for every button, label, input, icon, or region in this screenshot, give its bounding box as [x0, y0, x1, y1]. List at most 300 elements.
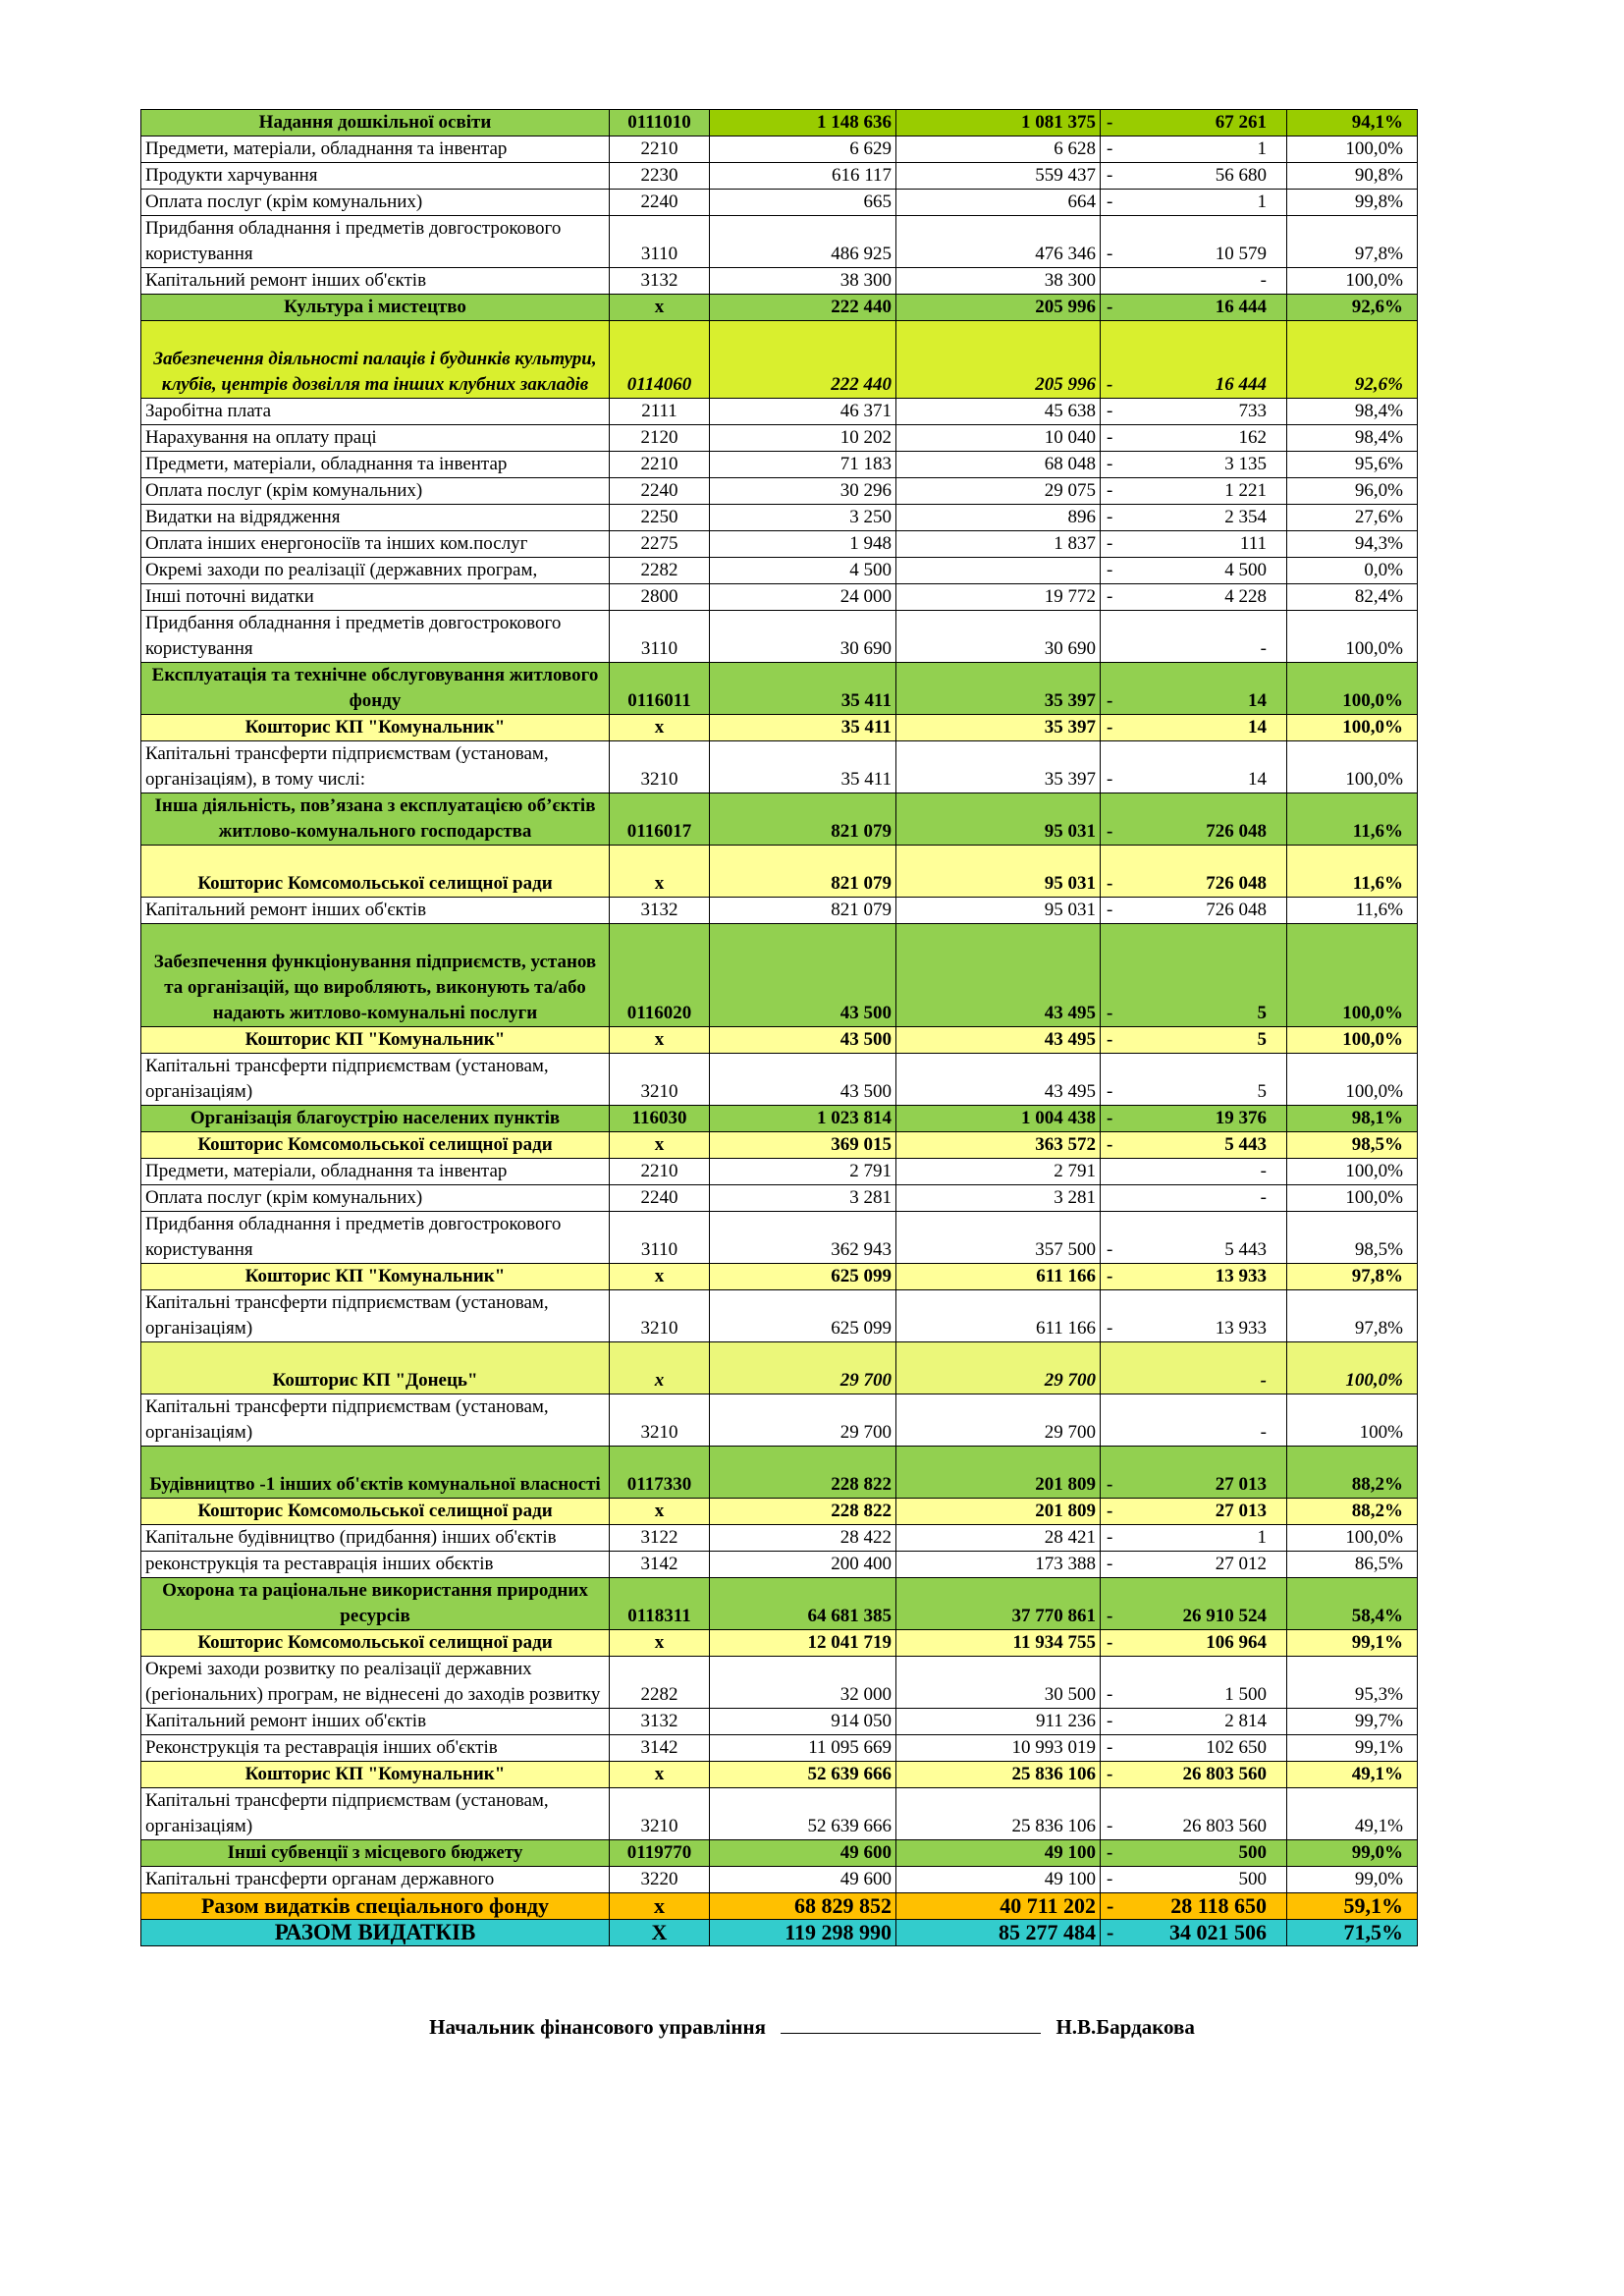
- difference-sign: -: [1107, 138, 1113, 159]
- row-actual: 38 300: [896, 268, 1101, 295]
- row-difference: [1101, 846, 1287, 898]
- row-plan: 35 411: [710, 715, 896, 741]
- row-difference: [1101, 1342, 1287, 1394]
- row-label: Культура і мистецтво: [141, 295, 610, 321]
- row-actual: 35 397: [896, 663, 1101, 715]
- row-difference: [1101, 611, 1287, 663]
- row-code: 3110: [610, 216, 710, 268]
- row-actual: 559 437: [896, 163, 1101, 190]
- row-percent: 100,0%: [1287, 715, 1418, 741]
- difference-sign: -: [1107, 1893, 1114, 1918]
- row-plan: 35 411: [710, 741, 896, 793]
- table-row: [141, 1552, 1418, 1578]
- row-percent: 11,6%: [1287, 793, 1418, 846]
- row-percent: 100,0%: [1287, 1027, 1418, 1054]
- row-actual: 45 638: [896, 399, 1101, 425]
- difference-value: -: [1260, 1187, 1267, 1208]
- table-row: [141, 1525, 1418, 1552]
- difference-sign: -: [1107, 454, 1113, 474]
- row-plan: 12 041 719: [710, 1630, 896, 1657]
- difference-sign: -: [1107, 690, 1113, 711]
- table-summary-row: [141, 1264, 1418, 1290]
- row-percent: 99,0%: [1287, 1867, 1418, 1893]
- row-plan: 222 440: [710, 321, 896, 399]
- difference-value: 27 013: [1215, 1474, 1267, 1495]
- row-label: Капітальні трансферти підприємствам (установам, організаціям): [141, 1054, 610, 1106]
- row-label: Реконструкція та реставрація інших об'єктів: [141, 1735, 610, 1762]
- table-summary-row: [141, 1630, 1418, 1657]
- table-row: [141, 163, 1418, 190]
- table-summary-row: [141, 1027, 1418, 1054]
- row-code: 116030: [610, 1106, 710, 1132]
- difference-value: 5 443: [1224, 1239, 1267, 1260]
- difference-sign: -: [1107, 1606, 1113, 1626]
- row-percent: 58,4%: [1287, 1578, 1418, 1630]
- difference-value: 1: [1257, 1527, 1267, 1548]
- row-actual: 43 495: [896, 1027, 1101, 1054]
- row-code: 2240: [610, 190, 710, 216]
- row-plan: 49 600: [710, 1840, 896, 1867]
- table-summary-row: [141, 846, 1418, 898]
- difference-value: 106 964: [1206, 1632, 1267, 1653]
- difference-value: 111: [1239, 533, 1267, 554]
- row-code: 0118311: [610, 1578, 710, 1630]
- row-label: Видатки на відрядження: [141, 505, 610, 531]
- row-code: 2800: [610, 584, 710, 611]
- row-code: х: [610, 1264, 710, 1290]
- row-difference: [1101, 268, 1287, 295]
- row-code: 2230: [610, 163, 710, 190]
- row-difference: [1101, 1159, 1287, 1185]
- difference-value: 16 444: [1215, 374, 1267, 395]
- row-actual: 201 809: [896, 1447, 1101, 1499]
- row-actual: 19 772: [896, 584, 1101, 611]
- row-plan: 35 411: [710, 663, 896, 715]
- table-summary-row: [141, 1578, 1418, 1630]
- table-row: [141, 898, 1418, 924]
- row-difference: [1101, 531, 1287, 558]
- row-plan: 46 371: [710, 399, 896, 425]
- row-plan: 821 079: [710, 898, 896, 924]
- row-code: 3132: [610, 898, 710, 924]
- row-percent: 99,7%: [1287, 1709, 1418, 1735]
- row-percent: 88,2%: [1287, 1447, 1418, 1499]
- row-label: Капітальний ремонт інших об'єктів: [141, 268, 610, 295]
- difference-sign: -: [1107, 1029, 1113, 1050]
- row-difference: [1101, 452, 1287, 478]
- difference-sign: -: [1107, 374, 1113, 395]
- difference-value: -: [1260, 270, 1267, 291]
- row-label: Оплата інших енергоносіїв та інших ком.послуг: [141, 531, 610, 558]
- row-difference: [1101, 190, 1287, 216]
- difference-value: 67 261: [1215, 112, 1267, 133]
- row-label: Капітальне будівництво (придбання) інших об'єктів: [141, 1525, 610, 1552]
- row-difference: [1101, 505, 1287, 531]
- row-actual: 611 166: [896, 1264, 1101, 1290]
- difference-value: 1 221: [1224, 480, 1267, 501]
- row-label: Капітальні трансферти органам державного: [141, 1867, 610, 1893]
- row-label: Предмети, матеріали, обладнання та інвентар: [141, 452, 610, 478]
- row-actual: 201 809: [896, 1499, 1101, 1525]
- difference-sign: -: [1107, 1632, 1113, 1653]
- table-row: [141, 505, 1418, 531]
- difference-sign: -: [1107, 1318, 1113, 1339]
- table-summary-row: [141, 1840, 1418, 1867]
- table-summary-row: [141, 924, 1418, 1027]
- difference-value: 726 048: [1206, 900, 1267, 920]
- row-difference: [1101, 1054, 1287, 1106]
- difference-sign: -: [1107, 297, 1113, 317]
- difference-sign: -: [1107, 1684, 1113, 1705]
- row-percent: 0,0%: [1287, 558, 1418, 584]
- row-percent: 11,6%: [1287, 846, 1418, 898]
- table-summary-row: [141, 1132, 1418, 1159]
- row-actual: 1 081 375: [896, 110, 1101, 137]
- row-code: 0116017: [610, 793, 710, 846]
- difference-sign: -: [1107, 1737, 1113, 1758]
- row-code: 3132: [610, 268, 710, 295]
- table-summary-row: [141, 1893, 1418, 1920]
- row-code: х: [610, 715, 710, 741]
- row-code: х: [610, 1499, 710, 1525]
- table-summary-row: [141, 1920, 1418, 1946]
- table-row: [141, 584, 1418, 611]
- row-label: Капітальні трансферти підприємствам (установам, організаціям): [141, 1290, 610, 1342]
- difference-sign: -: [1107, 1134, 1113, 1155]
- difference-sign: -: [1107, 769, 1113, 790]
- row-difference: [1101, 793, 1287, 846]
- row-difference: [1101, 321, 1287, 399]
- difference-value: 56 680: [1215, 165, 1267, 186]
- row-percent: 100,0%: [1287, 1185, 1418, 1212]
- row-code: х: [610, 1342, 710, 1394]
- row-actual: 30 500: [896, 1657, 1101, 1709]
- row-plan: 43 500: [710, 1054, 896, 1106]
- row-code: 2210: [610, 137, 710, 163]
- row-plan: 6 629: [710, 137, 896, 163]
- row-plan: 3 281: [710, 1185, 896, 1212]
- row-label: Кошторис КП "Комунальник": [141, 1264, 610, 1290]
- row-percent: 88,2%: [1287, 1499, 1418, 1525]
- row-difference: [1101, 1499, 1287, 1525]
- row-difference: [1101, 1027, 1287, 1054]
- row-difference: [1101, 1394, 1287, 1447]
- row-difference: [1101, 478, 1287, 505]
- table-row: [141, 1657, 1418, 1709]
- row-code: 3110: [610, 1212, 710, 1264]
- row-label: Кошторис КП "Комунальник": [141, 1762, 610, 1788]
- difference-sign: -: [1107, 1920, 1114, 1944]
- row-code: х: [610, 1132, 710, 1159]
- difference-value: 13 933: [1215, 1266, 1267, 1286]
- difference-value: 13 933: [1215, 1318, 1267, 1339]
- table-row: [141, 1054, 1418, 1106]
- table-summary-row: [141, 295, 1418, 321]
- row-label: Нарахування на оплату праці: [141, 425, 610, 452]
- difference-sign: -: [1107, 112, 1113, 133]
- row-plan: 38 300: [710, 268, 896, 295]
- table-summary-row: [141, 1447, 1418, 1499]
- row-difference: [1101, 1290, 1287, 1342]
- row-code: 3210: [610, 1054, 710, 1106]
- row-difference: [1101, 1212, 1287, 1264]
- row-label: Кошторис КП "Комунальник": [141, 1027, 610, 1054]
- difference-sign: -: [1107, 1501, 1113, 1521]
- row-label: реконструкція та реставрація інших обєктів: [141, 1552, 610, 1578]
- row-plan: 29 700: [710, 1394, 896, 1447]
- row-code: 2210: [610, 452, 710, 478]
- row-percent: 98,1%: [1287, 1106, 1418, 1132]
- row-plan: 625 099: [710, 1290, 896, 1342]
- row-percent: 100,0%: [1287, 1342, 1418, 1394]
- row-actual: 68 048: [896, 452, 1101, 478]
- row-actual: 43 495: [896, 1054, 1101, 1106]
- difference-sign: -: [1107, 1764, 1113, 1784]
- difference-value: 5: [1257, 1029, 1267, 1050]
- difference-value: 10 579: [1215, 244, 1267, 264]
- table-row: [141, 558, 1418, 584]
- row-code: 3220: [610, 1867, 710, 1893]
- row-code: 3122: [610, 1525, 710, 1552]
- row-code: 2240: [610, 478, 710, 505]
- row-difference: [1101, 163, 1287, 190]
- row-percent: 99,1%: [1287, 1630, 1418, 1657]
- row-plan: 486 925: [710, 216, 896, 268]
- row-code: 2120: [610, 425, 710, 452]
- row-plan: 821 079: [710, 793, 896, 846]
- row-plan: 10 202: [710, 425, 896, 452]
- table-summary-row: [141, 715, 1418, 741]
- row-actual: 3 281: [896, 1185, 1101, 1212]
- row-percent: 98,5%: [1287, 1132, 1418, 1159]
- row-label: Придбання обладнання і предметів довгострокового користування: [141, 1212, 610, 1264]
- row-code: 2275: [610, 531, 710, 558]
- row-label: Кошторис Комсомольської селищної ради: [141, 1132, 610, 1159]
- budget-report-sheet: [140, 109, 1417, 1946]
- row-percent: 100,0%: [1287, 1525, 1418, 1552]
- row-plan: 32 000: [710, 1657, 896, 1709]
- row-actual: 205 996: [896, 295, 1101, 321]
- row-actual: 896: [896, 505, 1101, 531]
- row-difference: [1101, 741, 1287, 793]
- difference-value: 14: [1248, 717, 1267, 738]
- row-plan: 625 099: [710, 1264, 896, 1290]
- row-percent: 99,1%: [1287, 1735, 1418, 1762]
- difference-value: 26 803 560: [1182, 1816, 1267, 1836]
- row-code: 2210: [610, 1159, 710, 1185]
- row-actual: 35 397: [896, 741, 1101, 793]
- difference-value: 3 135: [1224, 454, 1267, 474]
- row-percent: 49,1%: [1287, 1788, 1418, 1840]
- difference-sign: -: [1107, 1081, 1113, 1102]
- difference-value: 27 012: [1215, 1554, 1267, 1574]
- row-actual: 30 690: [896, 611, 1101, 663]
- row-code: 3142: [610, 1552, 710, 1578]
- row-actual: 49 100: [896, 1867, 1101, 1893]
- row-code: 2282: [610, 1657, 710, 1709]
- difference-value: 14: [1248, 769, 1267, 790]
- row-actual: 37 770 861: [896, 1578, 1101, 1630]
- difference-value: 500: [1238, 1842, 1267, 1863]
- difference-sign: -: [1107, 821, 1113, 842]
- row-difference: [1101, 924, 1287, 1027]
- difference-sign: -: [1107, 1474, 1113, 1495]
- difference-sign: -: [1107, 1003, 1113, 1023]
- row-percent: 97,8%: [1287, 1290, 1418, 1342]
- row-plan: 29 700: [710, 1342, 896, 1394]
- difference-value: 5: [1257, 1081, 1267, 1102]
- row-percent: 100,0%: [1287, 663, 1418, 715]
- row-actual: 1 837: [896, 531, 1101, 558]
- row-plan: 30 296: [710, 478, 896, 505]
- row-difference: [1101, 1630, 1287, 1657]
- row-label: Капітальні трансферти підприємствам (установам, організаціям): [141, 1788, 610, 1840]
- difference-sign: -: [1107, 165, 1113, 186]
- row-percent: 95,6%: [1287, 452, 1418, 478]
- row-label: Окремі заходи розвитку по реалізації державних (регіональних) програм, не віднесені до заходів розвитку: [141, 1657, 610, 1709]
- row-label: Кошторис Комсомольської селищної ради: [141, 1499, 610, 1525]
- row-difference: [1101, 715, 1287, 741]
- row-actual: 29 075: [896, 478, 1101, 505]
- signature-block: [0, 2013, 1624, 2040]
- row-code: 0111010: [610, 110, 710, 137]
- row-plan: 28 422: [710, 1525, 896, 1552]
- row-plan: 30 690: [710, 611, 896, 663]
- difference-sign: -: [1107, 533, 1113, 554]
- difference-sign: -: [1107, 191, 1113, 212]
- row-code: 0116020: [610, 924, 710, 1027]
- row-code: 2111: [610, 399, 710, 425]
- difference-value: 28 118 650: [1170, 1893, 1267, 1918]
- row-label: Кошторис КП "Донець": [141, 1342, 610, 1394]
- table-row: [141, 452, 1418, 478]
- row-difference: [1101, 1525, 1287, 1552]
- row-code: 0114060: [610, 321, 710, 399]
- row-percent: 94,3%: [1287, 531, 1418, 558]
- row-actual: 2 791: [896, 1159, 1101, 1185]
- table-row: [141, 1709, 1418, 1735]
- row-code: Х: [610, 1920, 710, 1946]
- row-actual: 95 031: [896, 898, 1101, 924]
- row-code: х: [610, 1893, 710, 1920]
- row-actual: 10 993 019: [896, 1735, 1101, 1762]
- row-code: х: [610, 1027, 710, 1054]
- row-plan: 68 829 852: [710, 1893, 896, 1920]
- table-row: [141, 1185, 1418, 1212]
- row-actual: 29 700: [896, 1394, 1101, 1447]
- row-percent: 82,4%: [1287, 584, 1418, 611]
- row-difference: [1101, 137, 1287, 163]
- row-actual: 95 031: [896, 793, 1101, 846]
- table-summary-row: [141, 1106, 1418, 1132]
- row-percent: 98,5%: [1287, 1212, 1418, 1264]
- row-difference: [1101, 1867, 1287, 1893]
- row-plan: 11 095 669: [710, 1735, 896, 1762]
- difference-value: 26 803 560: [1182, 1764, 1267, 1784]
- difference-value: 733: [1238, 401, 1267, 421]
- row-label: Експлуатація та технічне обслуговування житлового фонду: [141, 663, 610, 715]
- row-label: Оплата послуг (крім комунальних): [141, 190, 610, 216]
- row-label: Будівництво -1 інших об'єктів комунальної власності: [141, 1447, 610, 1499]
- row-label: Продукти харчування: [141, 163, 610, 190]
- row-plan: 64 681 385: [710, 1578, 896, 1630]
- difference-value: 500: [1238, 1869, 1267, 1889]
- row-plan: 52 639 666: [710, 1762, 896, 1788]
- row-actual: 43 495: [896, 924, 1101, 1027]
- row-difference: [1101, 584, 1287, 611]
- difference-sign: -: [1107, 244, 1113, 264]
- row-code: х: [610, 846, 710, 898]
- difference-sign: -: [1107, 586, 1113, 607]
- row-actual: 10 040: [896, 425, 1101, 452]
- difference-sign: -: [1107, 1816, 1113, 1836]
- signature-line: [781, 2013, 1041, 2034]
- row-actual: [896, 558, 1101, 584]
- difference-value: 726 048: [1206, 873, 1267, 894]
- row-plan: 821 079: [710, 846, 896, 898]
- row-code: 0116011: [610, 663, 710, 715]
- row-percent: 100,0%: [1287, 1054, 1418, 1106]
- difference-value: 162: [1238, 427, 1267, 448]
- row-label: Придбання обладнання і предметів довгострокового користування: [141, 216, 610, 268]
- row-label: Надання дошкільної освіти: [141, 110, 610, 137]
- table-row: [141, 1212, 1418, 1264]
- difference-sign: -: [1107, 560, 1113, 580]
- row-plan: 228 822: [710, 1447, 896, 1499]
- row-actual: 173 388: [896, 1552, 1101, 1578]
- row-difference: [1101, 898, 1287, 924]
- difference-value: -: [1260, 1370, 1267, 1391]
- table-row: [141, 611, 1418, 663]
- row-code: 0117330: [610, 1447, 710, 1499]
- row-label: Заробітна плата: [141, 399, 610, 425]
- difference-sign: -: [1107, 480, 1113, 501]
- table-summary-row: [141, 110, 1418, 137]
- row-actual: 357 500: [896, 1212, 1101, 1264]
- row-difference: [1101, 399, 1287, 425]
- row-percent: 98,4%: [1287, 399, 1418, 425]
- row-difference: [1101, 558, 1287, 584]
- expenditure-table: [140, 109, 1418, 1946]
- difference-value: 26 910 524: [1182, 1606, 1267, 1626]
- difference-sign: -: [1107, 1842, 1113, 1863]
- table-row: [141, 399, 1418, 425]
- row-difference: [1101, 1447, 1287, 1499]
- difference-sign: -: [1107, 1239, 1113, 1260]
- row-actual: 664: [896, 190, 1101, 216]
- difference-sign: -: [1107, 1554, 1113, 1574]
- expenditure-table-body: [141, 110, 1418, 1946]
- row-code: 2240: [610, 1185, 710, 1212]
- difference-value: 34 021 506: [1169, 1920, 1267, 1944]
- difference-value: -: [1260, 1161, 1267, 1181]
- difference-value: 102 650: [1206, 1737, 1267, 1758]
- row-code: 3210: [610, 1290, 710, 1342]
- row-actual: 35 397: [896, 715, 1101, 741]
- difference-value: 726 048: [1206, 821, 1267, 842]
- row-difference: [1101, 110, 1287, 137]
- row-difference: [1101, 1709, 1287, 1735]
- row-plan: 222 440: [710, 295, 896, 321]
- row-percent: 100,0%: [1287, 924, 1418, 1027]
- table-row: [141, 741, 1418, 793]
- row-plan: 616 117: [710, 163, 896, 190]
- row-label: Разом видатків спеціального фонду: [141, 1893, 610, 1920]
- difference-value: 27 013: [1215, 1501, 1267, 1521]
- row-label: Предмети, матеріали, обладнання та інвентар: [141, 137, 610, 163]
- row-percent: 99,0%: [1287, 1840, 1418, 1867]
- row-label: Забезпечення функціонування підприємств, установ та організацій, що виробляють, виконують та/або надають житлово-комунальні послуги: [141, 924, 610, 1027]
